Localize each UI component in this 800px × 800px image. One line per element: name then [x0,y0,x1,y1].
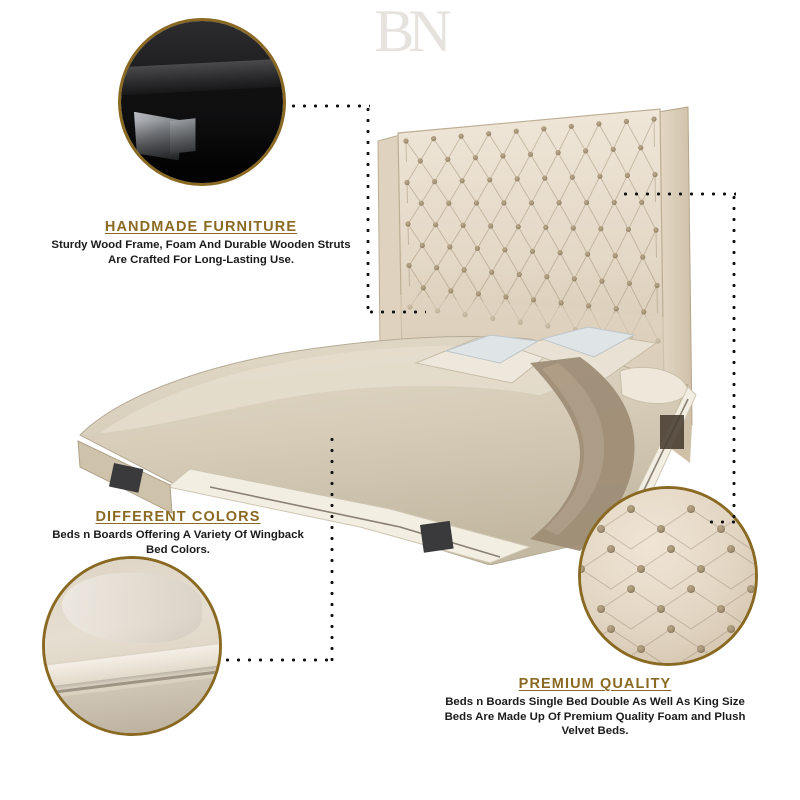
connector-premium-h1 [620,192,736,196]
connector-premium-h2 [706,520,742,524]
callout-body-colors: Beds n Boards Offering A Variety Of Wingback Bed Colors. [52,529,304,556]
callout-title-premium: PREMIUM QUALITY [518,676,672,692]
callout-image-colors [42,556,222,736]
connector-premium-v [732,192,736,522]
callout-image-premium [578,486,758,666]
callout-title-handmade: HANDMADE FURNITURE [104,219,298,235]
callout-body-handmade: Sturdy Wood Frame, Foam And Durable Wooden Struts Are Crafted For Long-Lasting Use. [51,239,351,266]
callout-body-premium: Beds n Boards Single Bed Double As Well As King Size Beds Are Made Up Of Premium Quality Foam and Plush Velvet Beds. [444,696,746,737]
connector-handmade-h2 [366,310,426,314]
callout-title-colors: DIFFERENT COLORS [95,509,261,525]
callout-text-premium [440,676,750,739]
connector-colors-h [222,658,334,662]
brand-watermark-logo: BN [374,0,446,64]
callout-image-handmade [118,18,286,186]
callout-text-handmade [46,219,356,267]
callout-text-colors [48,509,308,557]
connector-colors-v [330,434,334,662]
connector-handmade-v [366,104,370,312]
connector-handmade-h1 [288,104,370,108]
